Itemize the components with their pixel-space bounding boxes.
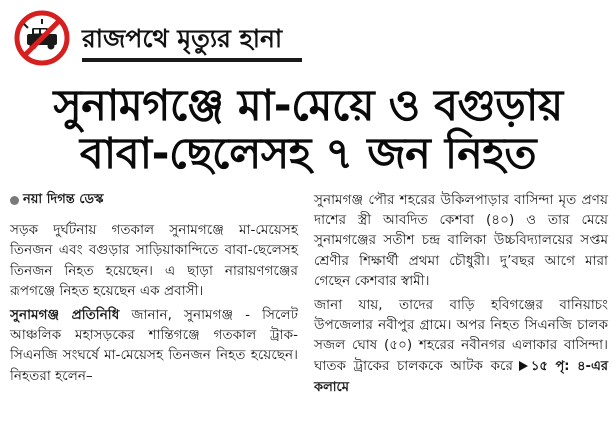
headline — [8, 82, 608, 178]
bullet-icon — [10, 196, 19, 205]
left-paragraph-1: সড়ক দুর্ঘটনায় গতকাল সুনামগঞ্জে মা-মেয়েসহ তিনজন এবং বগুড়ার সাড়িয়াকান্দিতে বাবা-ছেলেসহ তিনজন নিহত হয়েছেন। এ ছাড়া নারায়ণগঞ্জের রূপগঞ্জে নিহত হয়েছেন এক প্রবাসী। — [10, 222, 298, 299]
left-paragraph-2-text: জানান, সুনামগঞ্জ - সিলেট আঞ্চলিক মহাসড়কের শান্তিগঞ্জে গতকাল ট্রাক-সিএনজি সংঘর্ষে মা-মেয়েসহ তিনজন নিহত হয়েছেন। নিহতরা হলেন– — [10, 307, 298, 384]
left-paragraph-2 — [10, 305, 298, 386]
right-paragraph-2 — [314, 295, 608, 398]
right-paragraph-2-text: জানা যায়, তাদের বাড়ি হবিগঞ্জের বানিয়াচং উপজেলার নবীপুর গ্রামে। অপর নিহত সিএনজি চালক সজল ঘোষ (৫০) শহরের নবীনগর এলাকার বাসিন্দা। ঘাতক ট্রাকের চালককে আটক করে — [314, 297, 608, 374]
section-divider — [82, 58, 302, 62]
section-title: রাজপথে মৃত্যুর হানা — [82, 24, 283, 53]
continue-arrow-icon — [519, 361, 528, 371]
continued-on-label[interactable]: ১৫ পৃ: ৪-এর কলামে — [314, 358, 608, 395]
accident-logo-icon — [14, 10, 70, 66]
left-column — [10, 190, 298, 390]
correspondent-label: সুনামগঞ্জ প্রতিনিধি — [10, 307, 120, 324]
headline-line-1: সুনামগঞ্জে মা-মেয়ে ও বগুড়ায় — [53, 81, 563, 131]
headline-line-2: বাবা-ছেলেসহ ৭ জন নিহত — [79, 129, 537, 180]
byline-label: নয়া দিগন্ত ডেস্ক — [23, 192, 104, 207]
byline — [10, 190, 298, 210]
right-column — [314, 190, 608, 402]
right-paragraph-1: সুনামগঞ্জ পৌর শহরের উকিলপাড়ার বাসিন্দা মৃত প্রণয় দাশের স্ত্রী আবদিত কেশবা (৪০) ও তার মেয়ে সুনামগঞ্জের সতীশ চন্দ্র বালিকা উচ্চবিদ্যালয়ের সপ্তম শ্রেণীর শিক্ষার্থী প্রথমা চৌধুরী। দু’বছর আগে মারা গেছেন কেশবার স্বামী। — [314, 192, 608, 289]
section-header — [10, 6, 606, 66]
